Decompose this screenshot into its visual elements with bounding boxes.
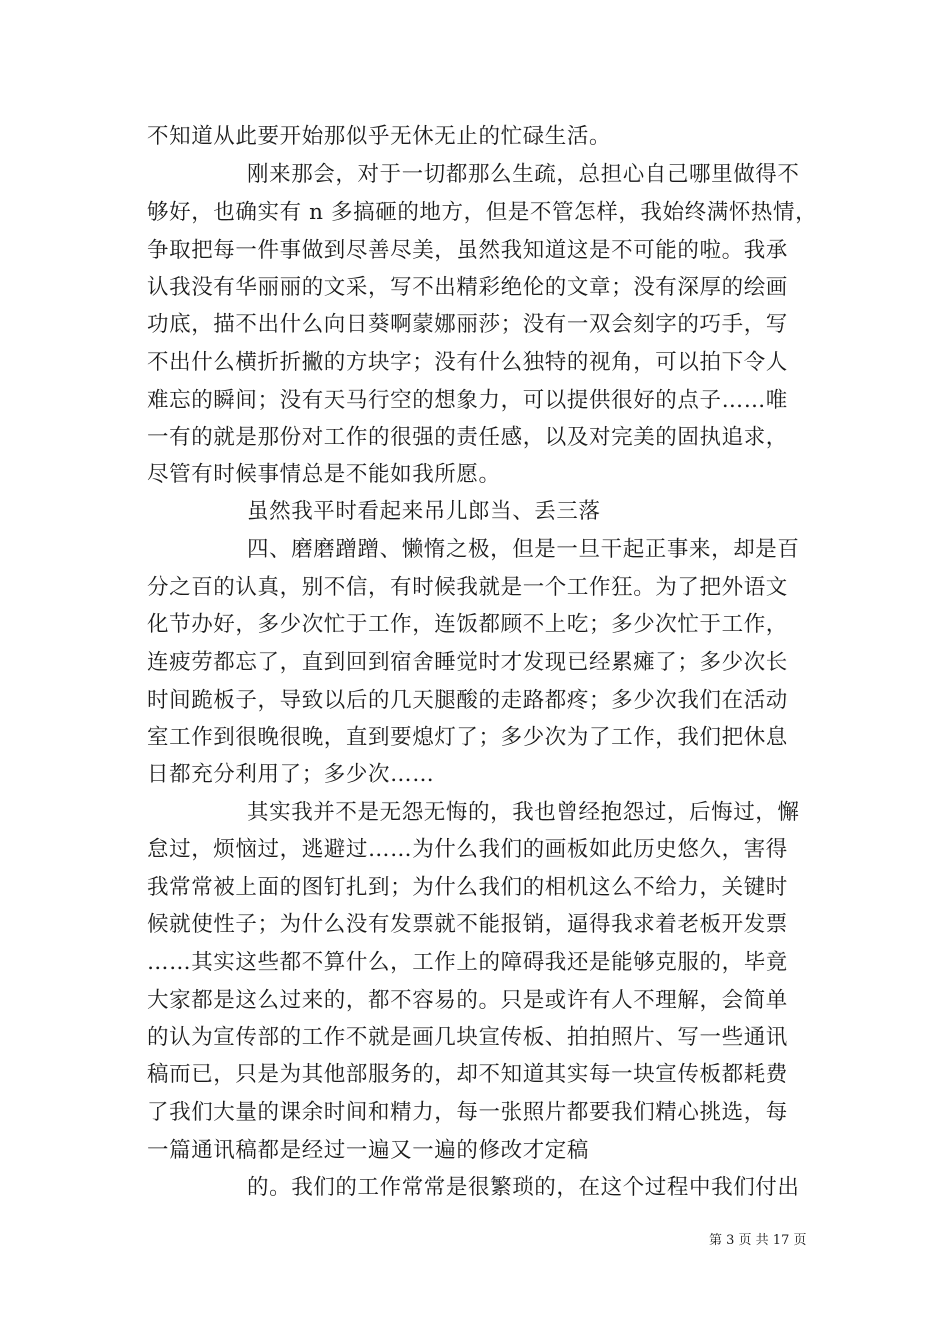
text-line: 我常常被上面的图钉扎到；为什么我们的相机这么不给力，关键时 bbox=[147, 875, 788, 900]
text-line: 室工作到很晚很晚，直到要熄灯了；多少次为了工作，我们把休息 bbox=[147, 725, 788, 750]
text-line: 其实我并不是无怨无悔的，我也曾经抱怨过，后悔过，懈 bbox=[247, 800, 800, 825]
text-line: 了我们大量的课余时间和精力，每一张照片都要我们精心挑选，每 bbox=[147, 1100, 788, 1125]
text-line: 难忘的瞬间；没有天马行空的想象力，可以提供很好的点子……唯 bbox=[147, 388, 788, 413]
text-line: 的。我们的工作常常是很繁琐的，在这个过程中我们付出 bbox=[247, 1175, 800, 1200]
text-line: 时间跪板子，导致以后的几天腿酸的走路都疼；多少次我们在活动 bbox=[147, 688, 788, 713]
text-line: 化节办好，多少次忙于工作，连饭都顾不上吃；多少次忙于工作， bbox=[147, 612, 788, 637]
text-line: 认我没有华丽丽的文采，写不出精彩绝伦的文章；没有深厚的绘画 bbox=[147, 275, 788, 300]
text-line: 分之百的认真，别不信，有时候我就是一个工作狂。为了把外语文 bbox=[147, 575, 788, 600]
text-line: 不出什么横折折撇的方块字；没有什么独特的视角，可以拍下令人 bbox=[147, 350, 788, 375]
text-line: 功底，描不出什么向日葵啊蒙娜丽莎；没有一双会刻字的巧手，写 bbox=[147, 312, 788, 337]
text-line: 怠过，烦恼过，逃避过……为什么我们的画板如此历史悠久，害得 bbox=[147, 837, 788, 862]
text-line: 的认为宣传部的工作不就是画几块宣传板、拍拍照片、写一些通讯 bbox=[147, 1025, 788, 1050]
text-line: 尽管有时候事情总是不能如我所愿。 bbox=[147, 462, 501, 487]
text-line: 争取把每一件事做到尽善尽美，虽然我知道这是不可能的啦。我承 bbox=[147, 238, 788, 263]
text-line: 不知道从此要开始那似乎无休无止的忙碌生活。 bbox=[147, 124, 612, 149]
text-line: 四、磨磨蹭蹭、懒惰之极，但是一旦干起正事来，却是百 bbox=[247, 537, 800, 562]
text-line: 够好，也确实有 n 多搞砸的地方，但是不管怎样，我始终满怀热情， bbox=[147, 200, 818, 225]
text-line: ……其实这些都不算什么，工作上的障碍我还是能够克服的，毕竟 bbox=[147, 950, 788, 975]
text-line: 日都充分利用了；多少次…… bbox=[147, 762, 435, 787]
text-line: 刚来那会，对于一切都那么生疏，总担心自己哪里做得不 bbox=[247, 162, 800, 187]
text-line: 大家都是这么过来的，都不容易的。只是或许有人不理解，会简单 bbox=[147, 988, 788, 1013]
page-number: 第 3 页 共 17 页 bbox=[709, 1233, 807, 1248]
text-line: 连疲劳都忘了，直到回到宿舍睡觉时才发现已经累瘫了；多少次长 bbox=[147, 650, 788, 675]
text-line: 候就使性子；为什么没有发票就不能报销，逼得我求着老板开发票 bbox=[147, 912, 788, 937]
text-line: 一有的就是那份对工作的很强的责任感，以及对完美的固执追求， bbox=[147, 425, 788, 450]
text-line: 稿而已，只是为其他部服务的，却不知道其实每一块宣传板都耗费 bbox=[147, 1062, 788, 1087]
text-line: 一篇通讯稿都是经过一遍又一遍的修改才定稿 bbox=[147, 1138, 590, 1163]
text-line: 虽然我平时看起来吊儿郎当、丢三落 bbox=[247, 499, 601, 524]
